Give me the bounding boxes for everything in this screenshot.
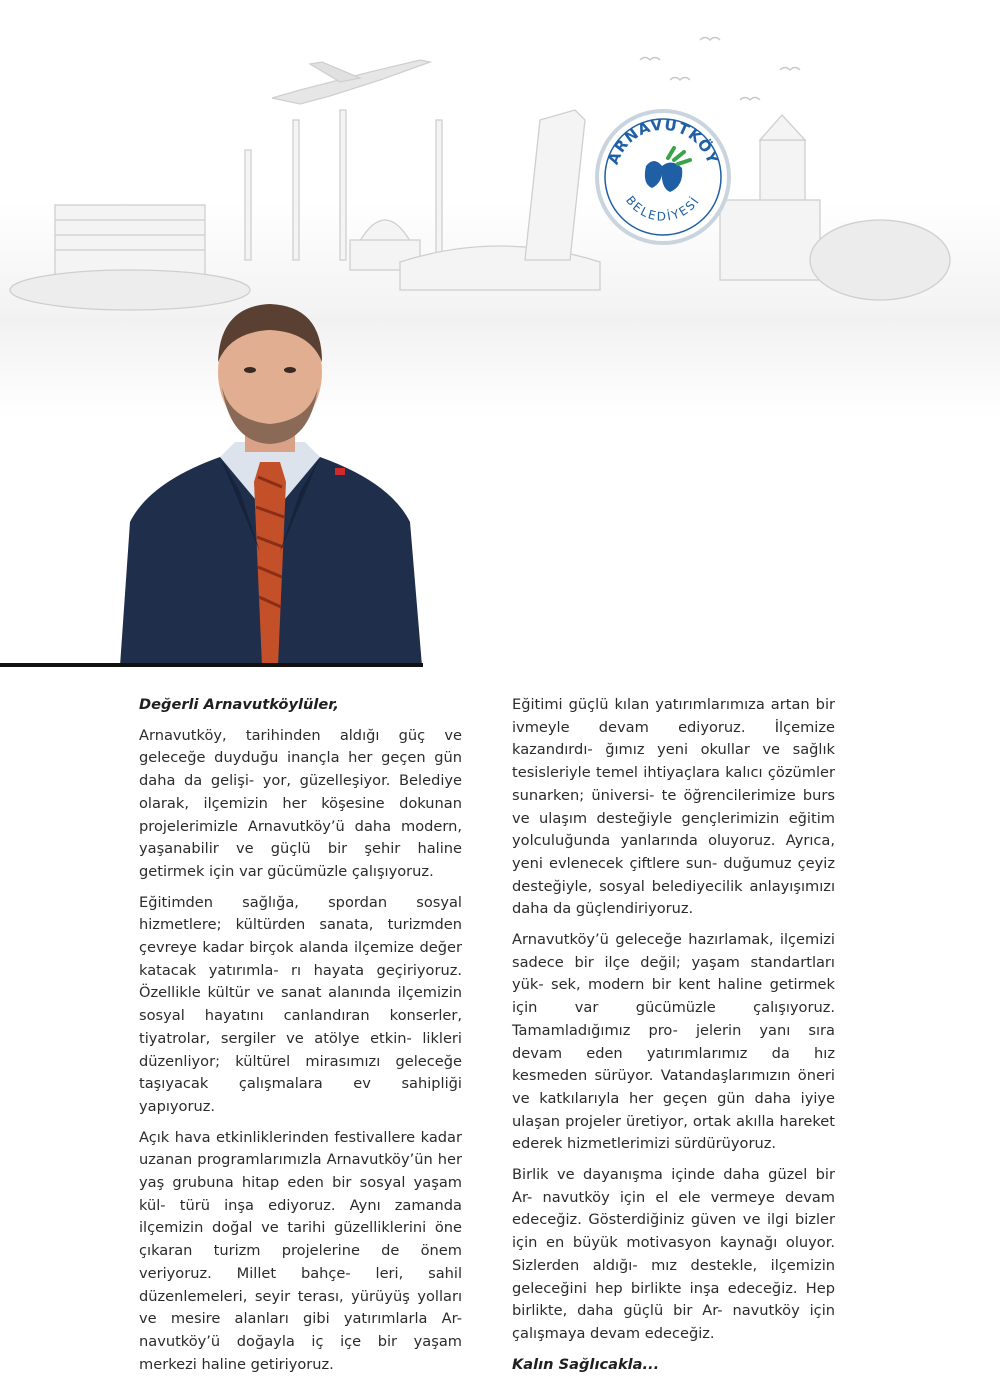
letter-paragraph: Birlik ve dayanışma içinde daha güzel bir Ar- navutköy için el ele vermeye devam edeceğiz. Gösterdiğiniz güven ve ilgi bizler için en büyük motivasyon kaynağı oluyor. Sizlerden aldığı- mız destekle, ilçemizin geleceğini hep birlikte inşa edeceğiz. Hep birlikte, daha güçlü bir Ar- navutköy için çalışmaya devam edeceğiz. [512,1166,835,1342]
arnavutkoy-municipality-logo [594,108,732,246]
letter-paragraph: Arnavutköy, tarihinden aldığı güç ve geleceğe duyduğu inançla her geçen gün daha da gelişi- yor, güzelleşiyor. Belediye olarak, ilçemizin her köşesine dokunan projelerimizle Arnavutköy’ü daha modern, yaşanabilir ve güçlü bir şehir haline getirmek için var gücümüzle çalışıyoruz. [139,726,462,880]
letter-paragraph: Eğitimden sağlığa, spordan sosyal hizmetlere; kültürden sanata, turizmden çevreye kadar birçok alanda ilçemize değer katacak yatırımla- rı hayata geçiriyoruz. Özellikle kültür ve sanat alanında ilçemizin sosyal hayatını canlandıran konserler, tiyatrolar, sergiler ve atölye etkin- likleri düzenliyor; kültürel mirasımızı geleceğe taşıyacak çalışmalara ev sahipliği yapıyoruz. [139,893,462,1115]
letter-paragraph: Açık hava etkinliklerinden festivallere kadar uzanan programlarımızla Arnavutköy’ün her yaş grubuna hitap eden bir sosyal yaşam kül- türü inşa ediyoruz. Aynı zamanda ilçemizin doğal ve tarihi güzelliklerini öne çıkaran turizm projelerine de önem veriyoruz. Millet bahçe- leri, sahil düzenlemeleri, seyir terası, yürüyüş yolları ve mesire alanları gibi yatırımlarla Ar- navutköy’ü doğayla iç içe bir yaşam merkezi haline getiriyoruz. [139,1128,462,1373]
mayor-portrait [110,292,430,666]
black-divider-line [0,663,423,667]
letter-paragraph: Eğitimi güçlü kılan yatırımlarımıza artan bir ivmeyle devam ediyoruz. İlçemize kazandırdı- ğımız yeni okullar ve sağlık tesisleriyle temel ihtiyaçlara kalıcı çözümler sunarken; üniversi- te öğrencilerimize burs ve ulaşım desteğiyle gençlerimizin eğitim yolculuğunda yanlarında oluyoruz. Ayrıca, yeni evlenecek çiftlere sun- duğumuz çeyiz desteğiyle, sosyal belediyecilik anlayışımızı daha da güçlendiriyoruz. [512,696,835,918]
letter-left-column [139,694,462,1384]
logo-bottom-text: BELEDİYESİ [623,193,703,224]
letter-paragraph: Arnavutköy’ü geleceğe hazırlamak, ilçemizi sadece bir ilçe değil; yaşam standartları yük- sek, modern bir kent haline getirmek için var gücümüzle çalışıyoruz. Tamamladığımız pro- jelerin yanı sıra devam eden yatırımlarımız da hız kesmeden sürüyor. Vatandaşlarımızın öneri ve katkılarıyla her geçen gün daha iyiye ulaşan projeler üretiyor, ortak akılla hareket ederek hizmetlerimizi sürdürüyoruz. [512,931,835,1153]
logo-top-text: ARNAVUTKÖY [604,115,722,167]
letter-greeting: Değerli Arnavutköylüler, [139,696,339,713]
letter-closing: Kalın Sağlıcakla... [512,1355,660,1373]
letter-right-column [512,694,835,1384]
